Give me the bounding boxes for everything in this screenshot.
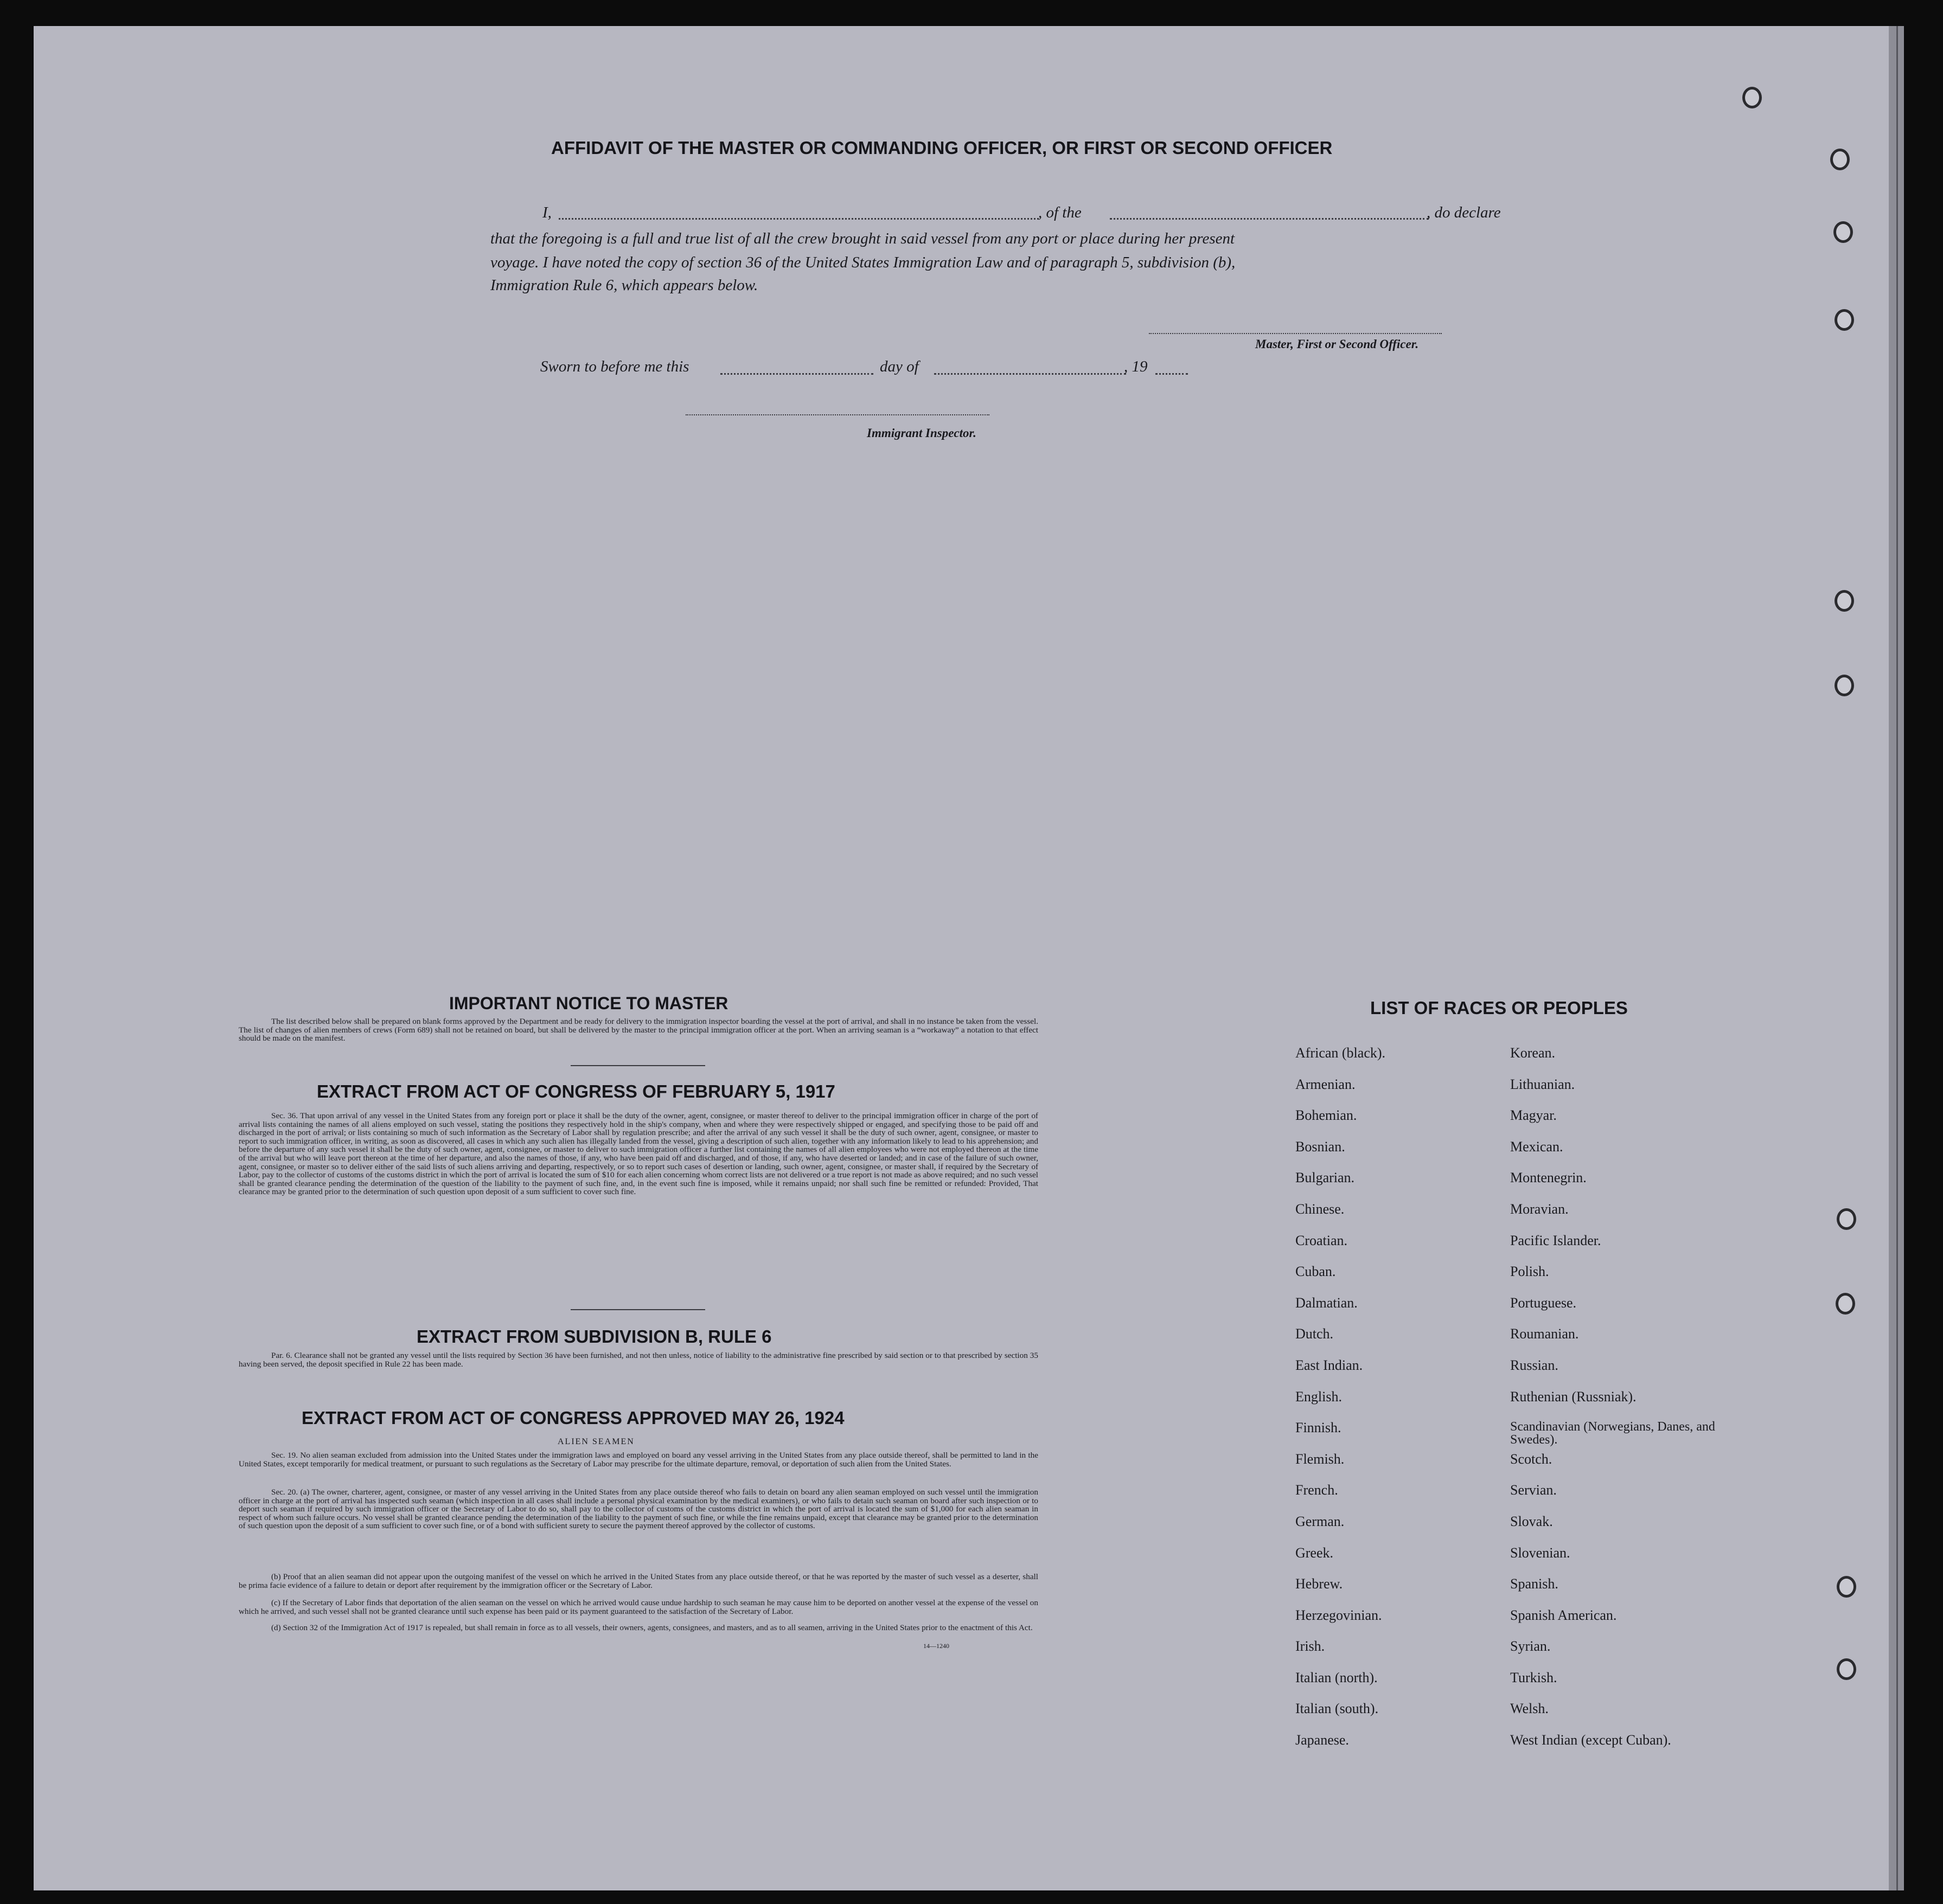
extract-1924-sec20c: (c) If the Secretary of Labor finds that deportation of the alien seaman on the vessel on which he arrived would cause undue hardship to such seaman he may cause him to be deported on another vessel at the expense of the vessel on which he arrived, and such vessel shall not be granted clearance until such expense has been paid or its payment guaranteed to the satisfaction of the Secretary of Labor.	[239, 1598, 1038, 1616]
race-item: Scotch.	[1510, 1451, 1552, 1467]
race-item: Slovak.	[1510, 1513, 1553, 1529]
race-item: Slovenian.	[1510, 1544, 1570, 1561]
extract-1924-sec19: Sec. 19. No alien seaman excluded from admission into the United States under the immigration laws and employed on board any vessel arriving in the United States from any place outside thereof, shall be permitted to land in the United States, except temporarily for medical treatment, or pursuant to such regulations as the Secretary of Labor may prescribe for the ultimate departure, removal, or deportation of such alien from the United States.	[239, 1451, 1038, 1469]
race-item: Magyar.	[1510, 1107, 1557, 1124]
races-title: LIST OF RACES OR PEOPLES	[1370, 998, 1628, 1018]
race-item: French.	[1295, 1482, 1338, 1498]
race-item: Turkish.	[1510, 1669, 1557, 1685]
day-of-label: day of	[880, 358, 919, 375]
race-item: Greek.	[1295, 1544, 1334, 1561]
race-item: Servian.	[1510, 1482, 1557, 1498]
race-item: Syrian.	[1510, 1638, 1551, 1655]
section-divider	[571, 1065, 705, 1066]
binder-hole-icon	[1837, 1576, 1856, 1598]
race-item: English.	[1295, 1388, 1342, 1405]
affidavit-line-4: Immigration Rule 6, which appears below.	[490, 277, 758, 294]
binder-hole-icon	[1742, 87, 1762, 108]
binder-hole-icon	[1837, 1658, 1856, 1680]
binder-hole-icon	[1837, 1208, 1856, 1230]
alien-seamen-subtitle: ALIEN SEAMEN	[558, 1437, 635, 1446]
affidavit-of-the-label: , of the	[1038, 204, 1082, 221]
race-item: Irish.	[1295, 1638, 1325, 1655]
extract-1924-sec20b: (b) Proof that an alien seaman did not appear upon the outgoing manifest of the vessel on which he arrived in the United States from any place outside thereof, or that he was reported by the master of such vessel as a deserter, shall be prima facie evidence of a failure to detain or deport after requirement by the immigration officer or the Secretary of Labor.	[239, 1572, 1038, 1590]
race-item: Japanese.	[1295, 1732, 1349, 1748]
race-item: Croatian.	[1295, 1232, 1348, 1248]
extract-1924-sec20d: (d) Section 32 of the Immigration Act of 1917 is repealed, but shall remain in force as to all vessels, their owners, agents, consignees, and masters, and as to all seamen, arriving in the United States prior to the enactment of this Act.	[271, 1623, 1033, 1632]
race-item: Herzegovinian.	[1295, 1607, 1382, 1623]
affidavit-declare-label: , do declare	[1427, 204, 1501, 221]
race-item: Bosnian.	[1295, 1138, 1345, 1155]
affidavit-line-2: that the foregoing is a full and true list of all the crew brought in said vessel from any port or place during her present	[490, 230, 1235, 247]
extract-1917-text: Sec. 36. That upon arrival of any vessel in the United States from any foreign port or place it shall be the duty of the owner, agent, consignee, or master thereof to deliver to the principal immigration officer in charge of the port of arrival lists containing the names of all aliens employed on such vessel, stating the positions they respectively hold in the ship's company, when and where they were respectively shipped or engaged, and specifying those to be paid off and discharged in the port of arrival; or lists containing so much of such information as the Secretary of Labor shall by regulation prescribe; and after the arrival of any such vessel it shall be the duty of such owner, agent, consignee, or master to report to such immigration officer, in writing, as soon as discovered, all cases in which any such alien has illegally landed from the vessel, giving a description of such alien, together with any information likely to lead to his apprehension; and before the departure of any such vessel it shall be the duty of such owner, agent, consignee, or master to deliver to such immigration officer a further list containing the names of all alien employees who were not employed thereon at the time of the arrival but who will leave port thereon at the time of her departure, and also the names of those, if any, who have been paid off and discharged, and of those, if any, who have deserted or landed; and in case of the failure of such owner, agent, consignee, or master so to deliver either of the said lists of such aliens arriving and departing, respectively, or so to report such cases of desertion or landing, such owner, agent, consignee, or master shall, if required by the Secretary of Labor, pay to the collector of customs of the customs district in which the port of arrival is located the sum of $10 for each alien concerning whom correct lists are not delivered or a true report is not made as above required; and no such vessel shall be granted clearance pending the determination of the question of the liability to the payment of such fine, and, in the event such fine is imposed, while it remains unpaid; nor shall such fine be remitted or refunded: Provided, That clearance may be granted prior to the determination of such question upon deposit of a sum sufficient to cover such fine.	[239, 1111, 1038, 1197]
affidavit-line-3: voyage. I have noted the copy of section 36 of the United States Immigration Law and of paragraph 5, subdivision (b),	[490, 254, 1236, 271]
extract-rule6-text: Par. 6. Clearance shall not be granted any vessel until the lists required by Section 36 have been furnished, and not then unless, notice of liability to the administrative fine prescribed by said section or to that prescribed by section 35 having been served, the deposit specified in Rule 22 has been made.	[239, 1351, 1038, 1369]
race-item: Scandinavian (Norwegians, Danes, and Swedes).	[1510, 1420, 1715, 1447]
race-item: Dalmatian.	[1295, 1294, 1358, 1311]
race-item: Cuban.	[1295, 1264, 1336, 1280]
extract-1924-sec20a: Sec. 20. (a) The owner, charterer, agent, consignee, or master of any vessel arriving in the United States from any place outside thereof who fails to detain on board any alien seaman employed on such vessel until the immigration officer in charge at the port of arrival has inspected such seaman (which inspection in all cases shall include a personal physical examination by the medical examiners), or who fails to detain such seaman on board after such inspection or to deport such seaman if required by such immigration officer or the Secretary of Labor to do so, shall pay to the collector of customs of the customs district in which the port of arrival is located the sum of $1,000 for each alien seaman in respect of whom such failure occurs. No vessel shall be granted clearance pending the determination of the liability to the payment of such fine, or while the fine remains unpaid, except that clearance may be granted prior to the determination of such question upon the deposit of a sum sufficient to cover such fine, or of a bond with sufficient surety to secure the payment thereof approved by the collector of customs.	[239, 1488, 1038, 1531]
race-item: Spanish.	[1510, 1576, 1558, 1592]
race-item: Polish.	[1510, 1264, 1549, 1280]
master-signature-label: Master, First or Second Officer.	[1255, 337, 1419, 351]
notice-text: The list described below shall be prepared on blank forms approved by the Department and be ready for delivery to the immigration inspector boarding the vessel at the port of arrival, and shall in no instance be taken from the vessel. The list of changes of alien members of crews (Form 689) shall not be retained on board, but shall be delivered by the master to the principal immigration officer at the port. When an arriving seaman is a “workaway” a notation to that effect should be made on the manifest.	[239, 1017, 1038, 1043]
race-item: Italian (south).	[1295, 1701, 1379, 1717]
sworn-day-blank-line	[720, 373, 873, 375]
extract-rule6-title: EXTRACT FROM SUBDIVISION B, RULE 6	[417, 1326, 772, 1347]
race-item: Montenegrin.	[1510, 1170, 1587, 1186]
extract-1917-title: EXTRACT FROM ACT OF CONGRESS OF FEBRUARY 5, 1917	[317, 1081, 835, 1101]
race-item: Russian.	[1510, 1357, 1558, 1373]
affidavit-title: AFFIDAVIT OF THE MASTER OR COMMANDING OFFICER, OR FIRST OR SECOND OFFICER	[551, 138, 1333, 158]
name-blank-line	[559, 218, 1039, 220]
binder-hole-icon	[1830, 149, 1850, 170]
year-label: , 19	[1124, 358, 1148, 375]
inspector-signature-line	[686, 414, 989, 415]
extract-1924-title: EXTRACT FROM ACT OF CONGRESS APPROVED MAY 26, 1924	[302, 1408, 845, 1428]
race-item: Korean.	[1510, 1045, 1556, 1061]
sworn-label: Sworn to before me this	[540, 358, 689, 375]
race-item: Chinese.	[1295, 1201, 1345, 1217]
races-right-column	[1510, 1046, 1727, 1764]
race-item: Moravian.	[1510, 1201, 1569, 1217]
race-item: German.	[1295, 1513, 1345, 1529]
races-left-column	[1295, 1046, 1491, 1764]
race-item: Bohemian.	[1295, 1107, 1357, 1124]
vessel-blank-line	[1110, 218, 1429, 220]
race-item: Armenian.	[1295, 1076, 1356, 1092]
notice-title: IMPORTANT NOTICE TO MASTER	[449, 993, 728, 1013]
race-item: Italian (north).	[1295, 1669, 1378, 1685]
race-item: Welsh.	[1510, 1701, 1549, 1717]
race-item: Spanish American.	[1510, 1607, 1617, 1623]
race-item: Flemish.	[1295, 1451, 1345, 1467]
binder-hole-icon	[1835, 675, 1854, 696]
race-item: Roumanian.	[1510, 1326, 1579, 1342]
race-item: Portuguese.	[1510, 1294, 1577, 1311]
race-item: Pacific Islander.	[1510, 1232, 1601, 1248]
master-signature-line	[1149, 333, 1442, 334]
race-item: Mexican.	[1510, 1138, 1563, 1155]
affidavit-i-label: I,	[542, 204, 552, 221]
document-page	[34, 26, 1904, 1890]
race-item: Dutch.	[1295, 1326, 1334, 1342]
race-item: Ruthenian (Russniak).	[1510, 1388, 1637, 1405]
sworn-year-blank-line	[1155, 373, 1188, 375]
section-divider	[571, 1309, 705, 1310]
sworn-month-blank-line	[934, 373, 1126, 375]
race-item: Lithuanian.	[1510, 1076, 1575, 1092]
race-item: West Indian (except Cuban).	[1510, 1732, 1671, 1748]
race-item: Hebrew.	[1295, 1576, 1343, 1592]
inspector-signature-label: Immigrant Inspector.	[867, 426, 976, 440]
form-number: 14—1240	[923, 1642, 949, 1650]
binder-hole-icon	[1836, 1293, 1855, 1315]
race-item: African (black).	[1295, 1045, 1386, 1061]
binder-hole-icon	[1833, 221, 1853, 243]
race-item: Bulgarian.	[1295, 1170, 1355, 1186]
page-edge-shadow	[1896, 26, 1898, 1890]
race-item: East Indian.	[1295, 1357, 1363, 1373]
binder-hole-icon	[1835, 590, 1854, 612]
race-item: Finnish.	[1295, 1420, 1341, 1436]
binder-hole-icon	[1835, 309, 1854, 331]
